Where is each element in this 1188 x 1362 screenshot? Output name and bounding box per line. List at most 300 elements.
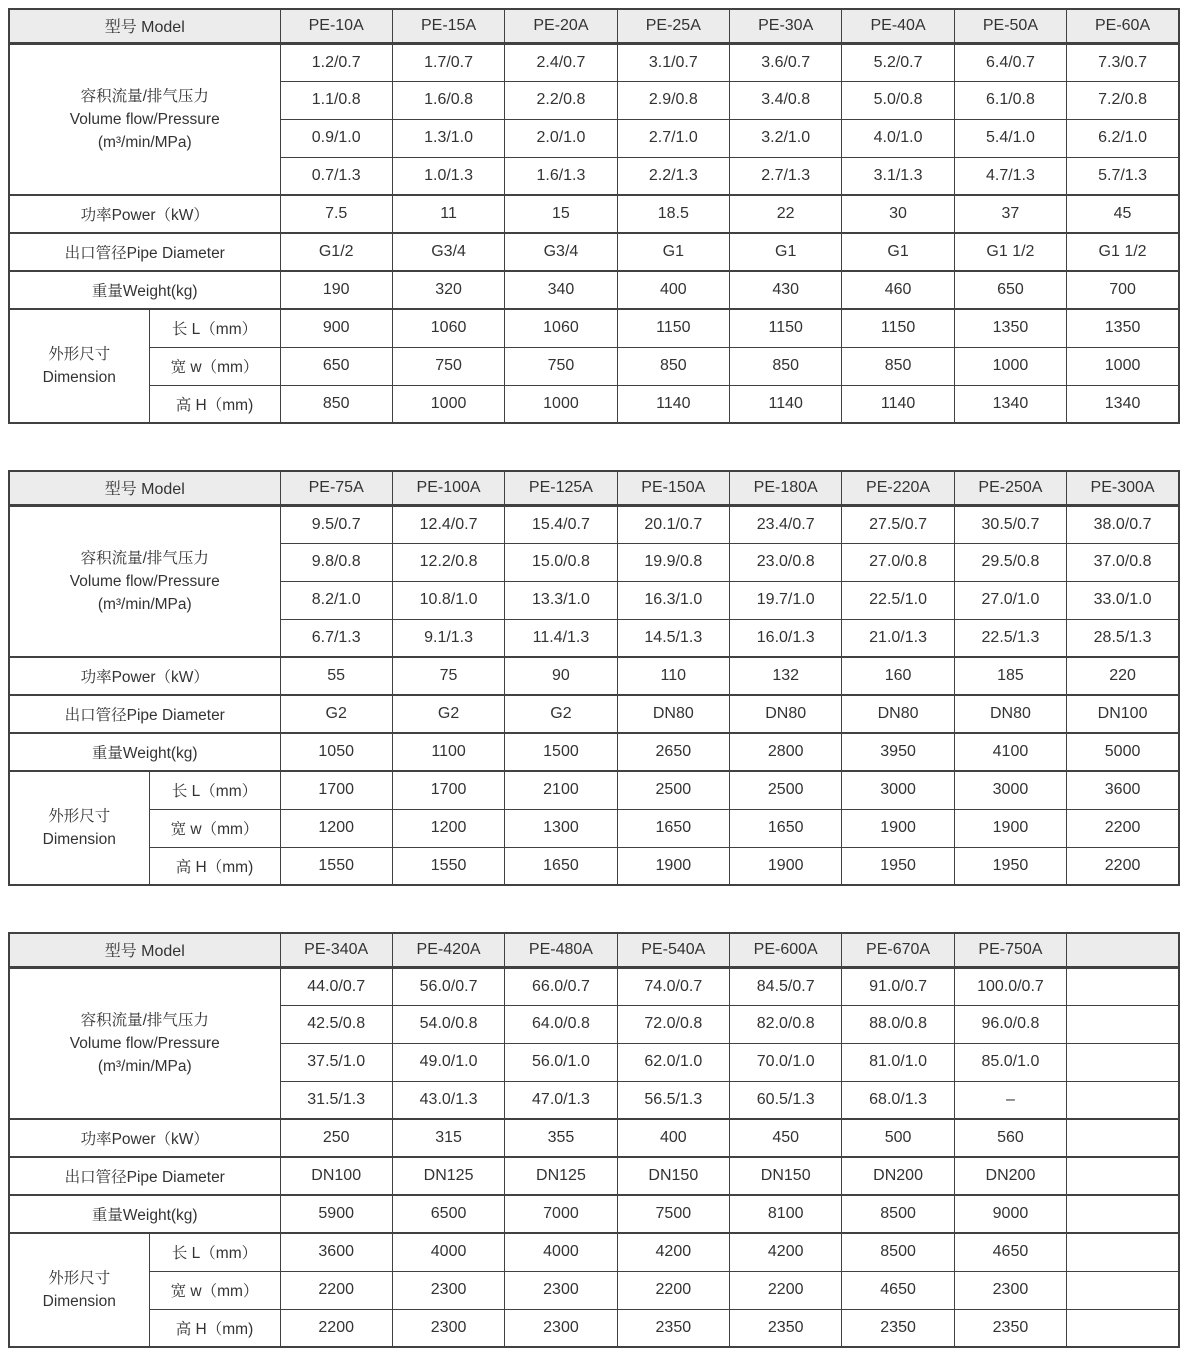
flow-value-cell: 1.6/0.8 bbox=[392, 81, 504, 119]
flow-value-cell: 22.5/1.0 bbox=[842, 581, 954, 619]
model-header: PE-180A bbox=[730, 471, 842, 505]
length-value-cell: 1700 bbox=[280, 771, 392, 809]
flow-value-cell: 12.2/0.8 bbox=[392, 543, 504, 581]
flow-value-cell: 20.1/0.7 bbox=[617, 505, 729, 543]
width-value-cell: 1900 bbox=[842, 809, 954, 847]
width-value-cell: 1650 bbox=[730, 809, 842, 847]
flow-value-cell: 68.0/1.3 bbox=[842, 1081, 954, 1119]
flow-value-cell: 2.0/1.0 bbox=[505, 119, 617, 157]
flow-value-cell: 6.7/1.3 bbox=[280, 619, 392, 657]
height-value-cell: 1950 bbox=[842, 847, 954, 885]
height-value-cell: 1340 bbox=[954, 385, 1066, 423]
model-header: PE-60A bbox=[1067, 9, 1179, 43]
width-value-cell: 1000 bbox=[1067, 347, 1179, 385]
flow-unit-label: (m³/min/MPa) bbox=[97, 595, 192, 613]
flow-value-cell: 1.1/0.8 bbox=[280, 81, 392, 119]
width-value-cell: 2200 bbox=[280, 1271, 392, 1309]
model-row-label: 型号 Model bbox=[9, 9, 280, 43]
dim-w-label: 宽 w（mm） bbox=[149, 347, 280, 385]
width-value-cell: 850 bbox=[842, 347, 954, 385]
pipe-value-cell: G2 bbox=[392, 695, 504, 733]
flow-value-cell: 54.0/0.8 bbox=[392, 1005, 504, 1043]
length-value-cell: 2100 bbox=[505, 771, 617, 809]
dim-w-label: 宽 w（mm） bbox=[149, 809, 280, 847]
flow-value-cell: 15.4/0.7 bbox=[505, 505, 617, 543]
width-value-cell: 1900 bbox=[954, 809, 1066, 847]
model-header-row bbox=[9, 933, 1179, 967]
length-value-cell: 8500 bbox=[842, 1233, 954, 1271]
flow-value-cell: 47.0/1.3 bbox=[505, 1081, 617, 1119]
dimension-en-label: Dimension bbox=[42, 831, 116, 848]
width-value-cell: 750 bbox=[505, 347, 617, 385]
height-value-cell bbox=[1067, 1309, 1179, 1347]
length-value-cell: 1350 bbox=[1067, 309, 1179, 347]
flow-pressure-row bbox=[9, 43, 1179, 81]
weight-row-label: 重量Weight(kg) bbox=[9, 1195, 280, 1233]
flow-pressure-row-label bbox=[9, 505, 280, 657]
model-header: PE-75A bbox=[280, 471, 392, 505]
flow-value-cell: 88.0/0.8 bbox=[842, 1005, 954, 1043]
flow-value-cell: 66.0/0.7 bbox=[505, 967, 617, 1005]
weight-value-cell: 190 bbox=[280, 271, 392, 309]
width-value-cell: 2200 bbox=[1067, 809, 1179, 847]
pipe-value-cell: G3/4 bbox=[505, 233, 617, 271]
model-header: PE-250A bbox=[954, 471, 1066, 505]
model-row-label: 型号 Model bbox=[9, 933, 280, 967]
flow-value-cell: 5.4/1.0 bbox=[954, 119, 1066, 157]
length-value-cell: 2500 bbox=[617, 771, 729, 809]
weight-value-cell: 400 bbox=[617, 271, 729, 309]
pipe-value-cell: DN100 bbox=[1067, 695, 1179, 733]
flow-value-cell: 0.9/1.0 bbox=[280, 119, 392, 157]
width-value-cell: 1200 bbox=[392, 809, 504, 847]
weight-value-cell: 1100 bbox=[392, 733, 504, 771]
length-value-cell: 1150 bbox=[842, 309, 954, 347]
flow-en-label: Volume flow/Pressure bbox=[69, 572, 220, 590]
flow-value-cell: 42.5/0.8 bbox=[280, 1005, 392, 1043]
power-value-cell: 18.5 bbox=[617, 195, 729, 233]
height-value-cell: 2300 bbox=[505, 1309, 617, 1347]
flow-value-cell: 64.0/0.8 bbox=[505, 1005, 617, 1043]
flow-value-cell: 28.5/1.3 bbox=[1067, 619, 1179, 657]
length-value-cell: 900 bbox=[280, 309, 392, 347]
pipe-value-cell: G2 bbox=[280, 695, 392, 733]
flow-value-cell: 5.2/0.7 bbox=[842, 43, 954, 81]
dim-w-label: 宽 w（mm） bbox=[149, 1271, 280, 1309]
flow-value-cell: 3.1/0.7 bbox=[617, 43, 729, 81]
model-header: PE-125A bbox=[505, 471, 617, 505]
flow-value-cell: 82.0/0.8 bbox=[730, 1005, 842, 1043]
height-value-cell: 2350 bbox=[617, 1309, 729, 1347]
pipe-value-cell: DN200 bbox=[842, 1157, 954, 1195]
width-value-cell: 850 bbox=[617, 347, 729, 385]
length-value-cell: 3000 bbox=[954, 771, 1066, 809]
flow-value-cell: 2.7/1.0 bbox=[617, 119, 729, 157]
height-value-cell: 2200 bbox=[280, 1309, 392, 1347]
flow-value-cell bbox=[1067, 967, 1179, 1005]
dimension-width-row bbox=[9, 809, 1179, 847]
flow-value-cell: 9.1/1.3 bbox=[392, 619, 504, 657]
dimension-zh-label: 外形尺寸 bbox=[48, 1270, 111, 1287]
width-value-cell: 1000 bbox=[954, 347, 1066, 385]
flow-value-cell: 3.4/0.8 bbox=[730, 81, 842, 119]
dim-h-label: 高 H（mm) bbox=[149, 385, 280, 423]
power-row bbox=[9, 1119, 1179, 1157]
flow-value-cell: 16.3/1.0 bbox=[617, 581, 729, 619]
flow-value-cell: 62.0/1.0 bbox=[617, 1043, 729, 1081]
weight-value-cell: 2650 bbox=[617, 733, 729, 771]
flow-value-cell: 11.4/1.3 bbox=[505, 619, 617, 657]
flow-pressure-row bbox=[9, 505, 1179, 543]
weight-value-cell: 7500 bbox=[617, 1195, 729, 1233]
power-value-cell: 90 bbox=[505, 657, 617, 695]
length-value-cell: 1150 bbox=[617, 309, 729, 347]
weight-value-cell: 2800 bbox=[730, 733, 842, 771]
power-value-cell: 400 bbox=[617, 1119, 729, 1157]
flow-value-cell: 74.0/0.7 bbox=[617, 967, 729, 1005]
flow-value-cell: 1.6/1.3 bbox=[505, 157, 617, 195]
model-header-row bbox=[9, 471, 1179, 505]
height-value-cell: 1140 bbox=[617, 385, 729, 423]
pipe-value-cell: DN80 bbox=[954, 695, 1066, 733]
flow-value-cell: 6.4/0.7 bbox=[954, 43, 1066, 81]
dim-h-label: 高 H（mm) bbox=[149, 847, 280, 885]
length-value-cell bbox=[1067, 1233, 1179, 1271]
power-value-cell: 110 bbox=[617, 657, 729, 695]
height-value-cell: 2350 bbox=[730, 1309, 842, 1347]
weight-value-cell bbox=[1067, 1195, 1179, 1233]
length-value-cell: 1150 bbox=[730, 309, 842, 347]
width-value-cell: 750 bbox=[392, 347, 504, 385]
flow-value-cell: 6.1/0.8 bbox=[954, 81, 1066, 119]
width-value-cell: 2200 bbox=[617, 1271, 729, 1309]
flow-value-cell: 12.4/0.7 bbox=[392, 505, 504, 543]
power-value-cell bbox=[1067, 1119, 1179, 1157]
flow-value-cell: 9.8/0.8 bbox=[280, 543, 392, 581]
model-header: PE-600A bbox=[730, 933, 842, 967]
length-value-cell: 4200 bbox=[730, 1233, 842, 1271]
pipe-value-cell: DN125 bbox=[392, 1157, 504, 1195]
weight-value-cell: 5000 bbox=[1067, 733, 1179, 771]
power-value-cell: 15 bbox=[505, 195, 617, 233]
pipe-value-cell: G1 bbox=[617, 233, 729, 271]
height-value-cell: 2350 bbox=[842, 1309, 954, 1347]
power-value-cell: 500 bbox=[842, 1119, 954, 1157]
flow-value-cell: 3.1/1.3 bbox=[842, 157, 954, 195]
flow-value-cell: 85.0/1.0 bbox=[954, 1043, 1066, 1081]
model-header: PE-220A bbox=[842, 471, 954, 505]
power-value-cell: 11 bbox=[392, 195, 504, 233]
height-value-cell: 1900 bbox=[730, 847, 842, 885]
power-value-cell: 37 bbox=[954, 195, 1066, 233]
power-value-cell: 560 bbox=[954, 1119, 1066, 1157]
pipe-diameter-row bbox=[9, 695, 1179, 733]
weight-value-cell: 6500 bbox=[392, 1195, 504, 1233]
width-value-cell: 850 bbox=[730, 347, 842, 385]
flow-value-cell: 2.2/1.3 bbox=[617, 157, 729, 195]
pipe-value-cell: DN200 bbox=[954, 1157, 1066, 1195]
pipe-value-cell: G3/4 bbox=[392, 233, 504, 271]
flow-value-cell: 4.0/1.0 bbox=[842, 119, 954, 157]
power-value-cell: 450 bbox=[730, 1119, 842, 1157]
flow-value-cell: 7.3/0.7 bbox=[1067, 43, 1179, 81]
weight-value-cell: 3950 bbox=[842, 733, 954, 771]
pipe-diameter-row-label: 出口管径Pipe Diameter bbox=[9, 695, 280, 733]
power-value-cell: 55 bbox=[280, 657, 392, 695]
model-header: PE-20A bbox=[505, 9, 617, 43]
flow-unit-label: (m³/min/MPa) bbox=[97, 133, 192, 151]
flow-value-cell: 10.8/1.0 bbox=[392, 581, 504, 619]
weight-value-cell: 7000 bbox=[505, 1195, 617, 1233]
width-value-cell: 650 bbox=[280, 347, 392, 385]
spec-table-pe75a-pe300a bbox=[8, 470, 1180, 886]
dimension-en-label: Dimension bbox=[42, 1293, 116, 1310]
flow-value-cell: 91.0/0.7 bbox=[842, 967, 954, 1005]
weight-value-cell: 9000 bbox=[954, 1195, 1066, 1233]
flow-unit-label: (m³/min/MPa) bbox=[97, 1057, 192, 1075]
height-value-cell: 1550 bbox=[392, 847, 504, 885]
length-value-cell: 1060 bbox=[392, 309, 504, 347]
flow-zh-label: 容积流量/排气压力 bbox=[80, 549, 209, 567]
weight-value-cell: 1050 bbox=[280, 733, 392, 771]
width-value-cell: 1650 bbox=[617, 809, 729, 847]
flow-value-cell: 7.2/0.8 bbox=[1067, 81, 1179, 119]
flow-value-cell: 19.9/0.8 bbox=[617, 543, 729, 581]
flow-value-cell: 15.0/0.8 bbox=[505, 543, 617, 581]
height-value-cell: 1550 bbox=[280, 847, 392, 885]
flow-value-cell: 5.7/1.3 bbox=[1067, 157, 1179, 195]
flow-value-cell: 3.6/0.7 bbox=[730, 43, 842, 81]
dimension-zh-label: 外形尺寸 bbox=[48, 346, 111, 363]
dimension-row-label bbox=[9, 771, 149, 885]
length-value-cell: 2500 bbox=[730, 771, 842, 809]
flow-value-cell: 16.0/1.3 bbox=[730, 619, 842, 657]
flow-value-cell: 0.7/1.3 bbox=[280, 157, 392, 195]
power-value-cell: 160 bbox=[842, 657, 954, 695]
width-value-cell: 4650 bbox=[842, 1271, 954, 1309]
flow-value-cell: 81.0/1.0 bbox=[842, 1043, 954, 1081]
flow-value-cell: 38.0/0.7 bbox=[1067, 505, 1179, 543]
flow-value-cell bbox=[1067, 1081, 1179, 1119]
dimension-height-row bbox=[9, 385, 1179, 423]
power-value-cell: 250 bbox=[280, 1119, 392, 1157]
flow-value-cell: 49.0/1.0 bbox=[392, 1043, 504, 1081]
weight-value-cell: 430 bbox=[730, 271, 842, 309]
flow-value-cell: 56.0/1.0 bbox=[505, 1043, 617, 1081]
power-value-cell: 22 bbox=[730, 195, 842, 233]
flow-value-cell: 27.5/0.7 bbox=[842, 505, 954, 543]
power-row bbox=[9, 657, 1179, 695]
flow-value-cell: 60.5/1.3 bbox=[730, 1081, 842, 1119]
flow-zh-label: 容积流量/排气压力 bbox=[80, 1011, 209, 1029]
width-value-cell: 2300 bbox=[505, 1271, 617, 1309]
length-value-cell: 4650 bbox=[954, 1233, 1066, 1271]
flow-value-cell: 56.5/1.3 bbox=[617, 1081, 729, 1119]
dimension-height-row bbox=[9, 847, 1179, 885]
height-value-cell: 1900 bbox=[617, 847, 729, 885]
flow-value-cell: 30.5/0.7 bbox=[954, 505, 1066, 543]
dim-l-label: 长 L（mm） bbox=[149, 1233, 280, 1271]
power-value-cell: 315 bbox=[392, 1119, 504, 1157]
width-value-cell bbox=[1067, 1271, 1179, 1309]
pipe-value-cell: DN100 bbox=[280, 1157, 392, 1195]
pipe-value-cell: G1/2 bbox=[280, 233, 392, 271]
flow-value-cell: 84.5/0.7 bbox=[730, 967, 842, 1005]
dim-l-label: 长 L（mm） bbox=[149, 771, 280, 809]
power-value-cell: 185 bbox=[954, 657, 1066, 695]
flow-value-cell: 5.0/0.8 bbox=[842, 81, 954, 119]
power-row-label: 功率Power（kW） bbox=[9, 195, 280, 233]
model-header: PE-300A bbox=[1067, 471, 1179, 505]
length-value-cell: 1350 bbox=[954, 309, 1066, 347]
width-value-cell: 2300 bbox=[954, 1271, 1066, 1309]
model-header: PE-480A bbox=[505, 933, 617, 967]
spec-table-pe10a-pe60a bbox=[8, 8, 1180, 424]
width-value-cell: 2200 bbox=[730, 1271, 842, 1309]
dimension-length-row bbox=[9, 309, 1179, 347]
width-value-cell: 2300 bbox=[392, 1271, 504, 1309]
flow-value-cell: 21.0/1.3 bbox=[842, 619, 954, 657]
pipe-value-cell: DN150 bbox=[730, 1157, 842, 1195]
flow-value-cell: 1.3/1.0 bbox=[392, 119, 504, 157]
weight-value-cell: 4100 bbox=[954, 733, 1066, 771]
flow-value-cell: 2.4/0.7 bbox=[505, 43, 617, 81]
dimension-zh-label: 外形尺寸 bbox=[48, 808, 111, 825]
power-value-cell: 7.5 bbox=[280, 195, 392, 233]
weight-value-cell: 8100 bbox=[730, 1195, 842, 1233]
power-value-cell: 30 bbox=[842, 195, 954, 233]
length-value-cell: 4000 bbox=[392, 1233, 504, 1271]
pipe-diameter-row bbox=[9, 233, 1179, 271]
pipe-value-cell: DN80 bbox=[842, 695, 954, 733]
weight-value-cell: 700 bbox=[1067, 271, 1179, 309]
weight-value-cell: 460 bbox=[842, 271, 954, 309]
flow-value-cell: 1.2/0.7 bbox=[280, 43, 392, 81]
dim-h-label: 高 H（mm) bbox=[149, 1309, 280, 1347]
dim-l-label: 长 L（mm） bbox=[149, 309, 280, 347]
weight-value-cell: 650 bbox=[954, 271, 1066, 309]
weight-row bbox=[9, 733, 1179, 771]
dimension-en-label: Dimension bbox=[42, 369, 116, 386]
flow-en-label: Volume flow/Pressure bbox=[69, 110, 220, 128]
pipe-value-cell: DN80 bbox=[730, 695, 842, 733]
height-value-cell: 2350 bbox=[954, 1309, 1066, 1347]
flow-pressure-row-label bbox=[9, 43, 280, 195]
weight-row bbox=[9, 271, 1179, 309]
power-value-cell: 132 bbox=[730, 657, 842, 695]
height-value-cell: 850 bbox=[280, 385, 392, 423]
width-value-cell: 1300 bbox=[505, 809, 617, 847]
flow-value-cell: 23.0/0.8 bbox=[730, 543, 842, 581]
flow-pressure-row bbox=[9, 967, 1179, 1005]
flow-value-cell: 2.7/1.3 bbox=[730, 157, 842, 195]
flow-value-cell: 6.2/1.0 bbox=[1067, 119, 1179, 157]
flow-value-cell: 96.0/0.8 bbox=[954, 1005, 1066, 1043]
pipe-diameter-row-label: 出口管径Pipe Diameter bbox=[9, 233, 280, 271]
flow-value-cell: 100.0/0.7 bbox=[954, 967, 1066, 1005]
height-value-cell: 1340 bbox=[1067, 385, 1179, 423]
flow-en-label: Volume flow/Pressure bbox=[69, 1034, 220, 1052]
power-value-cell: 220 bbox=[1067, 657, 1179, 695]
dimension-width-row bbox=[9, 347, 1179, 385]
flow-value-cell: 27.0/1.0 bbox=[954, 581, 1066, 619]
flow-value-cell bbox=[1067, 1005, 1179, 1043]
flow-value-cell: 31.5/1.3 bbox=[280, 1081, 392, 1119]
flow-value-cell: 22.5/1.3 bbox=[954, 619, 1066, 657]
pipe-value-cell: DN150 bbox=[617, 1157, 729, 1195]
model-header: PE-540A bbox=[617, 933, 729, 967]
dimension-width-row bbox=[9, 1271, 1179, 1309]
height-value-cell: 2300 bbox=[392, 1309, 504, 1347]
height-value-cell: 2200 bbox=[1067, 847, 1179, 885]
dimension-height-row bbox=[9, 1309, 1179, 1347]
model-header: PE-150A bbox=[617, 471, 729, 505]
model-header: PE-15A bbox=[392, 9, 504, 43]
flow-pressure-row-label bbox=[9, 967, 280, 1119]
flow-value-cell: 27.0/0.8 bbox=[842, 543, 954, 581]
pipe-diameter-row-label: 出口管径Pipe Diameter bbox=[9, 1157, 280, 1195]
power-row-label: 功率Power（kW） bbox=[9, 1119, 280, 1157]
height-value-cell: 1650 bbox=[505, 847, 617, 885]
weight-value-cell: 340 bbox=[505, 271, 617, 309]
height-value-cell: 1140 bbox=[842, 385, 954, 423]
flow-zh-label: 容积流量/排气压力 bbox=[80, 87, 209, 105]
weight-value-cell: 320 bbox=[392, 271, 504, 309]
pipe-value-cell: G1 bbox=[842, 233, 954, 271]
model-header: PE-40A bbox=[842, 9, 954, 43]
weight-value-cell: 5900 bbox=[280, 1195, 392, 1233]
pipe-value-cell: G1 1/2 bbox=[954, 233, 1066, 271]
model-header: PE-420A bbox=[392, 933, 504, 967]
weight-value-cell: 1500 bbox=[505, 733, 617, 771]
model-header: PE-670A bbox=[842, 933, 954, 967]
model-header: PE-10A bbox=[280, 9, 392, 43]
model-header: PE-30A bbox=[730, 9, 842, 43]
model-header: PE-50A bbox=[954, 9, 1066, 43]
model-header: PE-750A bbox=[954, 933, 1066, 967]
flow-value-cell: 44.0/0.7 bbox=[280, 967, 392, 1005]
pipe-diameter-row bbox=[9, 1157, 1179, 1195]
flow-value-cell: – bbox=[954, 1081, 1066, 1119]
flow-value-cell: 2.2/0.8 bbox=[505, 81, 617, 119]
flow-value-cell: 9.5/0.7 bbox=[280, 505, 392, 543]
length-value-cell: 3000 bbox=[842, 771, 954, 809]
height-value-cell: 1140 bbox=[730, 385, 842, 423]
flow-value-cell bbox=[1067, 1043, 1179, 1081]
flow-value-cell: 3.2/1.0 bbox=[730, 119, 842, 157]
weight-value-cell: 8500 bbox=[842, 1195, 954, 1233]
height-value-cell: 1950 bbox=[954, 847, 1066, 885]
pipe-value-cell bbox=[1067, 1157, 1179, 1195]
power-row bbox=[9, 195, 1179, 233]
power-value-cell: 75 bbox=[392, 657, 504, 695]
model-row-label: 型号 Model bbox=[9, 471, 280, 505]
dimension-length-row bbox=[9, 771, 1179, 809]
model-header: PE-100A bbox=[392, 471, 504, 505]
pipe-value-cell: DN125 bbox=[505, 1157, 617, 1195]
length-value-cell: 3600 bbox=[1067, 771, 1179, 809]
flow-value-cell: 1.7/0.7 bbox=[392, 43, 504, 81]
length-value-cell: 4000 bbox=[505, 1233, 617, 1271]
pipe-value-cell: G2 bbox=[505, 695, 617, 733]
flow-value-cell: 33.0/1.0 bbox=[1067, 581, 1179, 619]
flow-value-cell: 19.7/1.0 bbox=[730, 581, 842, 619]
flow-value-cell: 72.0/0.8 bbox=[617, 1005, 729, 1043]
pipe-value-cell: G1 1/2 bbox=[1067, 233, 1179, 271]
flow-value-cell: 56.0/0.7 bbox=[392, 967, 504, 1005]
model-header: PE-25A bbox=[617, 9, 729, 43]
flow-value-cell: 8.2/1.0 bbox=[280, 581, 392, 619]
